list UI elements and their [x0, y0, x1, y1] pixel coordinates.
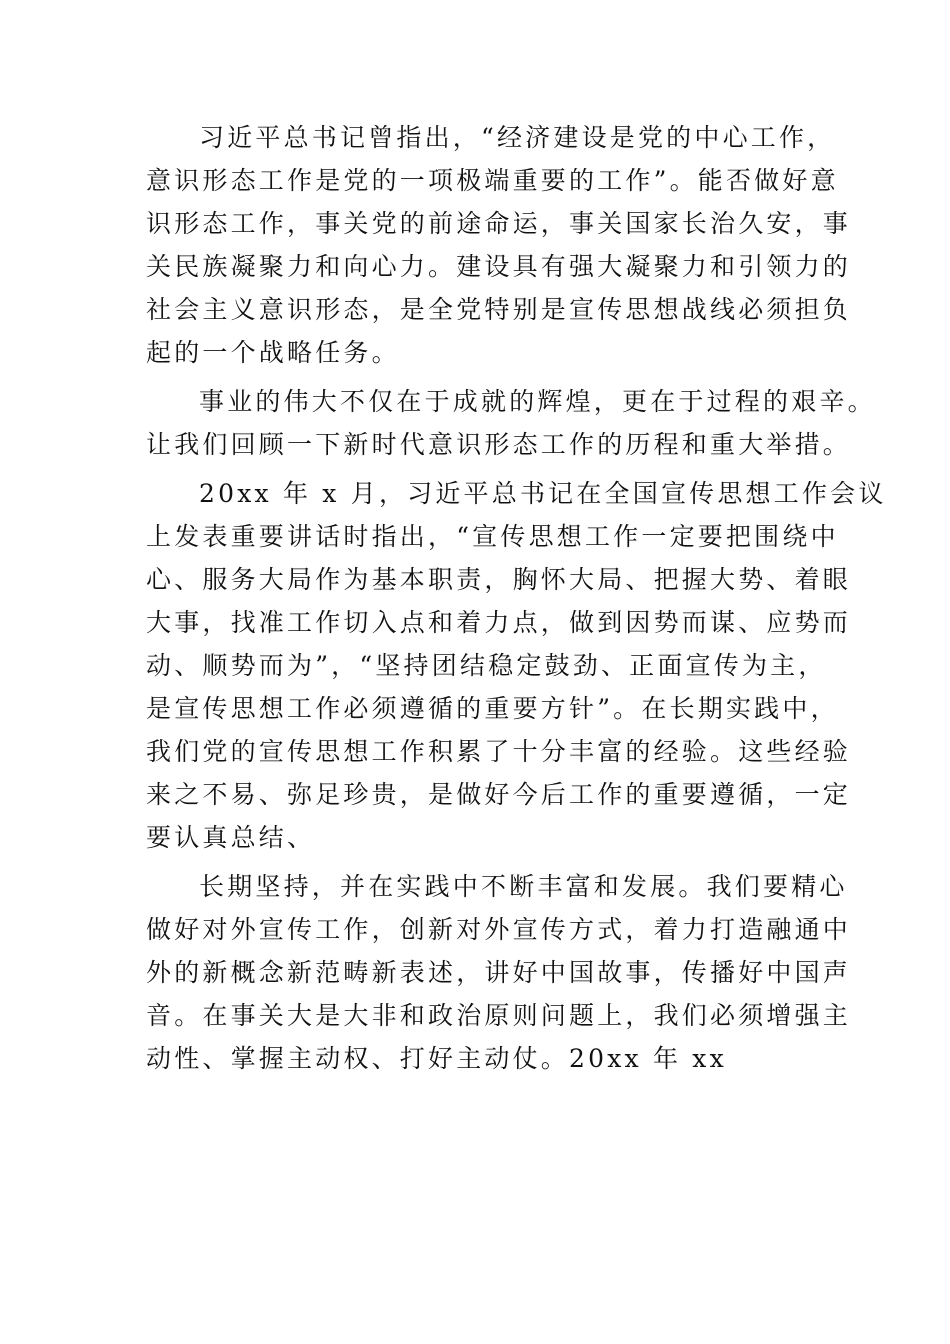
text-line: 大事，找准工作切入点和着力点，做到因势而谋、应势而 — [146, 608, 852, 637]
text-line: 动性、掌握主动权、打好主动仗。20xx 年 xx — [146, 1044, 727, 1073]
text-line: 起的一个战略任务。 — [146, 338, 400, 367]
text-line: 是宣传思想工作必须遵循的重要方针”。在长期实践中， — [146, 694, 839, 723]
text-line: 长期坚持，并在实践中不断丰富和发展。我们要精心 — [199, 872, 848, 901]
text-line: 外的新概念新范畴新表述，讲好中国故事，传播好中国声 — [146, 958, 852, 987]
text-line: 动、顺势而为”，“坚持团结稳定鼓劲、正面宣传为主， — [146, 651, 827, 680]
text-line: 关民族凝聚力和向心力。建设具有强大凝聚力和引领力的 — [146, 252, 852, 281]
text-line: 要认真总结、 — [146, 823, 316, 852]
text-line: 社会主义意识形态，是全党特别是宣传思想战线必须担负 — [146, 295, 852, 324]
text-line: 让我们回顾一下新时代意识形态工作的历程和重大举措。 — [146, 430, 852, 459]
text-line: 我们党的宣传思想工作积累了十分丰富的经验。这些经验 — [146, 737, 852, 766]
text-line: 心、服务大局作为基本职责，胸怀大局、把握大势、着眼 — [146, 565, 852, 594]
text-line: 意识形态工作是党的一项极端重要的工作”。能否做好意 — [146, 166, 839, 195]
text-line: 音。在事关大是大非和政治原则问题上，我们必须增强主 — [146, 1001, 852, 1030]
text-line: 识形态工作，事关党的前途命运，事关国家长治久安，事 — [146, 209, 852, 238]
text-line: 做好对外宣传工作，创新对外宣传方式，着力打造融通中 — [146, 915, 852, 944]
text-line: 习近平总书记曾指出，“经济建设是党的中心工作， — [199, 123, 836, 152]
text-line: 上发表重要讲话时指出，“宣传思想工作一定要把围绕中 — [146, 522, 839, 551]
text-line: 来之不易、弥足珍贵，是做好今后工作的重要遵循，一定 — [146, 780, 852, 809]
text-line: 事业的伟大不仅在于成就的辉煌，更在于过程的艰辛。 — [199, 387, 876, 416]
text-line: 20xx 年 x 月，习近平总书记在全国宣传思想工作会议 — [199, 479, 887, 508]
